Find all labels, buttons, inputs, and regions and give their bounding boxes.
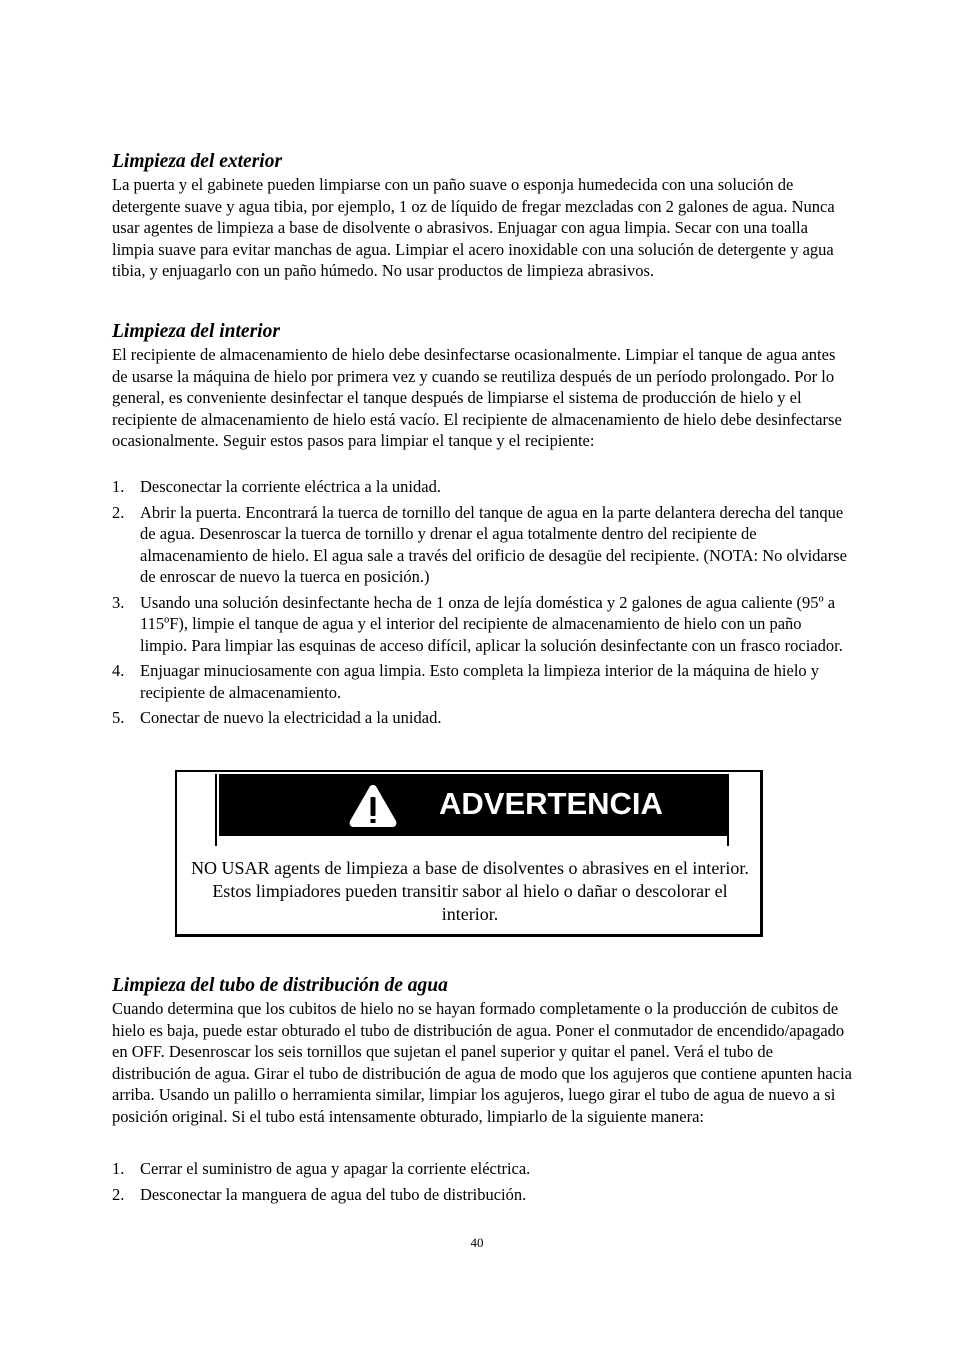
list-item-number: 1. xyxy=(112,477,125,496)
section-heading-exterior: Limpieza del exterior xyxy=(112,151,283,172)
warning-box xyxy=(175,770,763,937)
section-heading-tube: Limpieza del tubo de distribución de agua xyxy=(112,975,448,996)
list-item-text: Abrir la puerta. Encontrará la tuerca de tornillo del tanque de agua en la parte delantera derecha del tanque de agua. Desenroscar la tuerca de tornillo y drenar el agua totalmente dentro del recipiente de almacenamiento de hielo. El agua sale a través del orificio de desagüe del recipiente. (NOTA: No olvidarse de enroscar de nuevo la tuerca en posición.) xyxy=(140,502,847,586)
exclamation-warning-icon xyxy=(347,782,399,830)
list-item-text: Desconectar la corriente eléctrica a la unidad. xyxy=(140,477,441,496)
warning-divider-left xyxy=(215,774,217,846)
warning-text: NO USAR agents de limpieza a base de disolventes o abrasives en el interior. Estos limpiadores pueden transitir sabor al hielo o dañar o descolorar el interior. xyxy=(191,858,749,924)
list-item-number: 2. xyxy=(112,502,125,522)
paragraph-exterior: La puerta y el gabinete pueden limpiarse con un paño suave o esponja humedecida con una solución de detergente suave y agua tibia, por ejemplo, 1 oz de líquido de fregar mezcladas con 2 galones de agua. Nunca usar agentes de limpieza a base de disolvente o abrasivos. Enjuagar con agua limpia. Secar con una toalla limpia suave para evitar manchas de agua. Limpiar el acero inoxidable con una solución de detergente y agua tibia, y enjuagarlo con un paño húmedo. No usar productos de limpieza abrasivos. xyxy=(112,175,835,280)
list-item xyxy=(112,1184,852,1206)
section-heading-interior: Limpieza del interior xyxy=(112,321,280,342)
warning-title: ADVERTENCIA xyxy=(439,786,663,821)
paragraph-interior: El recipiente de almacenamiento de hielo debe desinfectarse ocasionalmente. Limpiar el tanque de agua antes de usarse la máquina de hielo por primera vez y cuando se reutiliza después de un período prolongado. Por lo general, es conveniente desinfectar el tanque después de limpiarse el sistema de producción de hielo y el recipiente de almacenamiento de hielo está vacío. El recipiente de almacenamiento de hielo debe desinfectarse ocasionalmente. Seguir estos pasos para limpiar el tanque y el recipiente: xyxy=(112,345,842,450)
tube-steps-list xyxy=(112,1158,852,1209)
list-item xyxy=(112,476,852,498)
paragraph-tube: Cuando determina que los cubitos de hielo no se hayan formado completamente o la producción de cubitos de hielo es baja, puede estar obturado el tubo de distribución de agua. Poner el conmutador de encendido/apagado en OFF. Desenroscar los seis tornillos que sujetan el panel superior y quitar el panel. Verá el tubo de distribución de agua. Girar el tubo de distribución de agua de modo que los agujeros que contiene apunten hacia arriba. Usando un palillo o herramienta similar, limpiar los agujeros, luego girar el tubo de agua de nuevo a si posición original. Si el tubo está intensamente obturado, limpiarlo de la siguiente manera: xyxy=(112,999,852,1126)
list-item-text: Conectar de nuevo la electricidad a la unidad. xyxy=(140,708,442,727)
list-item-text: Enjuagar minuciosamente con agua limpia. Esto completa la limpieza interior de la máquina de hielo y recipiente de almacenamiento. xyxy=(140,661,820,702)
interior-steps-list xyxy=(112,476,852,733)
list-item-text: Cerrar el suministro de agua y apagar la corriente eléctrica. xyxy=(140,1159,531,1178)
list-item-number: 5. xyxy=(112,708,125,727)
warning-divider-right xyxy=(727,774,729,846)
list-item-text: Usando una solución desinfectante hecha de 1 onza de lejía doméstica y 2 galones de agua caliente (95º a 115ºF), limpie el tanque de agua y el interior del recipiente de almacenamiento de hielo con un paño limpio. Para limpiar las esquinas de acceso difícil, aplicar la solución desinfectante con un frasco rociador. xyxy=(140,592,843,655)
list-item-text: Desconectar la manguera de agua del tubo de distribución. xyxy=(140,1184,527,1204)
warning-banner xyxy=(219,774,727,836)
list-item xyxy=(112,660,852,703)
list-item-number: 4. xyxy=(112,661,125,680)
list-item xyxy=(112,502,852,588)
list-item-number: 3. xyxy=(112,592,125,612)
page-number: 40 xyxy=(470,1235,484,1250)
list-item-number: 2. xyxy=(112,1184,125,1204)
list-item xyxy=(112,707,852,729)
list-item xyxy=(112,1158,852,1180)
list-item xyxy=(112,592,852,657)
list-item-number: 1. xyxy=(112,1159,125,1178)
